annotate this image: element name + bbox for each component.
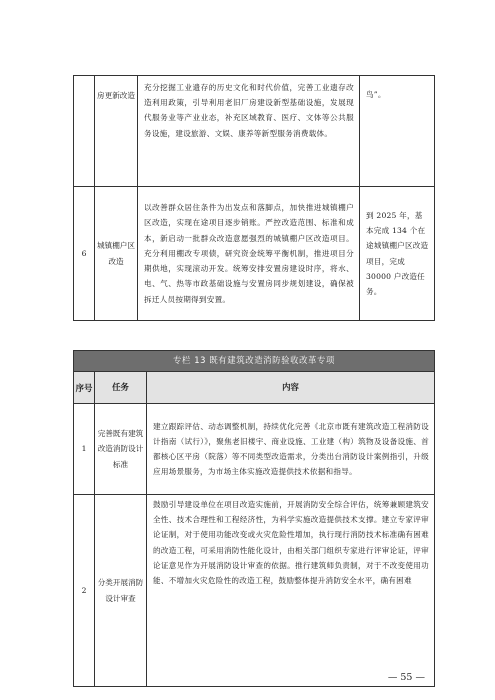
task-name: 房更新改造 [95,76,138,187]
task-name: 分类开展消防设计审查 [95,495,147,687]
table-row [74,404,435,495]
table-row [74,187,435,321]
task-content: 鼓励引导建设单位在项目改造实施前，开展消防安全综合评估，统筹兼顾建筑安全性、技术合理性和工程经济性，为科学实施改造提供技术支撑。建立专家评审论证制，对于使用功能改变或火灾危险性增加，执行现行消防技术标准确有困难的改造工程，可采用消防性能化设计，由相关部门组织专家进行评审论证，评审论证意见作为开展消防设计审查的依据。推行建筑师负责制，对于不改变使用功能、不增加火灾危险性的改造工程，鼓励整体提升消防安全水平，确有困难 [147,495,435,687]
fire-acceptance-reform-table [73,350,435,687]
project-table-continued [73,75,435,321]
table-title: 专栏 13 既有建筑改造消防验收改革专项 [74,351,435,372]
row-number: 1 [74,404,95,495]
header-content: 内容 [147,372,435,404]
column-header-row [74,372,435,404]
table-row [74,495,435,687]
row-number: 6 [74,187,95,321]
task-content: 以改善群众居住条件为出发点和落脚点，加快推进城镇棚户区改造，实现在途项目逐步销账。严控改造范围、标准和成本，新启动一批群众改造意愿强烈的城镇棚户区改造项目。充分利用棚改专项债，研究资金统筹平衡机制，推进项目分期供地，实现滚动开发。统筹安排安置房建设时序，将水、电、气、热等市政基础设施与安置房同步规划建设，确保被拆迁人员按期得到安置。 [138,187,360,321]
task-content: 建立跟踪评估、动态调整机制，持续优化完善《北京市既有建筑改造工程消防设计指南（试行）》，聚焦老旧楼宇、商业设施、工业建（构）筑物及设备设施、首都核心区平房（院落）等不同类型改造需求，分类出台消防设计案例指引，升级应用场景服务，为市场主体实施改造提供技术依据和指导。 [147,404,435,495]
header-task: 任务 [95,372,147,404]
row-number [74,76,95,187]
table-row [74,76,435,187]
task-name: 完善既有建筑改造消防设计标准 [95,404,147,495]
page-number: — 55 — [387,672,425,683]
task-content: 充分挖掘工业遗存的历史文化和时代价值，完善工业遗存改造利用政策，引导利用老旧厂房建设新型基础设施，发展现代服务业等产业业态，补充区域教育、医疗、文体等公共服务设施，建设旅游、文娱、康养等新型服务消费载体。 [138,76,360,187]
task-goal: 到 2025 年，基本完成 134 个在途城镇棚户区改造项目，完成 30000 户改造任务。 [360,187,435,321]
header-num: 序号 [74,372,95,404]
task-goal: 鸟”。 [360,76,435,187]
row-number: 2 [74,495,95,687]
task-name: 城镇棚户区改造 [95,187,138,321]
